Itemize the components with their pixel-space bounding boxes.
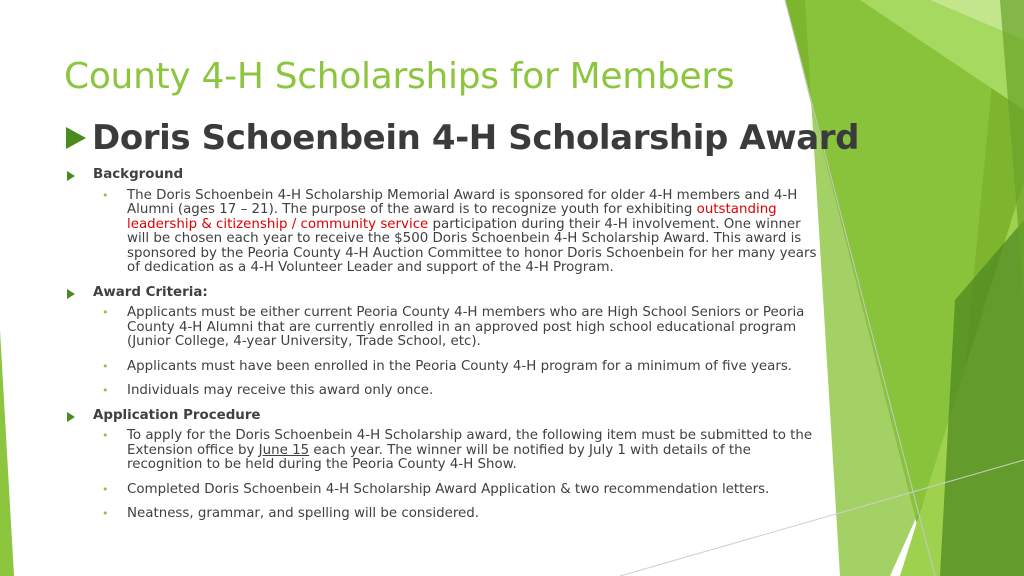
heading-text: Application Procedure <box>93 407 261 423</box>
list-item <box>64 360 824 375</box>
list-item <box>64 306 824 350</box>
arrow-bullet-icon <box>67 289 75 299</box>
list-item <box>64 429 824 473</box>
list-item <box>64 189 824 276</box>
list-item <box>64 384 824 399</box>
arrow-bullet-icon <box>66 127 86 149</box>
slide-subtitle <box>66 118 859 158</box>
slide-content <box>64 168 824 532</box>
procedure-text: To apply for the Doris Schoenbein 4-H Scholarship award, the following item must be submitted to the Extension office by <box>127 428 813 458</box>
section-heading-criteria <box>64 286 824 301</box>
list-item <box>64 507 824 522</box>
procedure-text-continued: each year. The winner will be notified by July 1 with details of the recognition to be held during the Peoria County 4-H Show. <box>127 442 751 472</box>
page-title: County 4-H Scholarships for Members <box>64 56 735 97</box>
list-item <box>64 483 824 498</box>
bullet-dot-icon: • <box>102 359 109 373</box>
subtitle-text: Doris Schoenbein 4-H Scholarship Award <box>92 118 860 158</box>
heading-text: Background <box>93 167 184 182</box>
criteria-text: Applicants must be either current Peoria County 4-H members who are High School Seniors or Peoria County 4-H Alumni that are currently enrolled in an approved post high school educational program (Junior College, 4-year University, Trade School, etc). <box>127 305 805 349</box>
background-text: The Doris Schoenbein 4-H Scholarship Memorial Award is sponsored for older 4-H members and 4-H Alumni (ages 17 – 21). The purpose of the award is to recognize youth for exhibiting <box>127 187 798 217</box>
background-text-continued: participation during their 4-H involvement. One winner will be chosen each year to receive the $500 Doris Schoenbein 4-H Scholarship Award. This award is sponsored by the Peoria County 4-H Auction Committee to honor Doris Schoenbein for her many years of dedication as a 4-H Volunteer Leader and support of the 4-H Program. <box>127 216 817 275</box>
deadline-date: June 15 <box>258 442 310 458</box>
heading-text: Award Criteria: <box>93 284 208 300</box>
bullet-dot-icon: • <box>102 384 109 397</box>
arrow-bullet-icon <box>67 171 75 181</box>
bullet-dot-icon: • <box>102 306 109 319</box>
bullet-dot-icon: • <box>102 188 109 202</box>
bullet-dot-icon: • <box>102 482 109 496</box>
section-heading-background <box>64 168 824 183</box>
highlighted-text: outstanding leadership & citizenship / community service <box>127 202 777 232</box>
criteria-text: Applicants must have been enrolled in the Peoria County 4-H program for a minimum of five years. <box>127 358 793 374</box>
bullet-dot-icon: • <box>102 429 109 442</box>
bullet-dot-icon: • <box>102 507 109 520</box>
procedure-text: Neatness, grammar, and spelling will be considered. <box>127 506 480 521</box>
criteria-text: Individuals may receive this award only once. <box>127 383 434 398</box>
section-heading-procedure <box>64 409 824 424</box>
arrow-bullet-icon <box>67 412 75 422</box>
procedure-text: Completed Doris Schoenbein 4-H Scholarship Award Application & two recommendation letters. <box>127 481 770 497</box>
